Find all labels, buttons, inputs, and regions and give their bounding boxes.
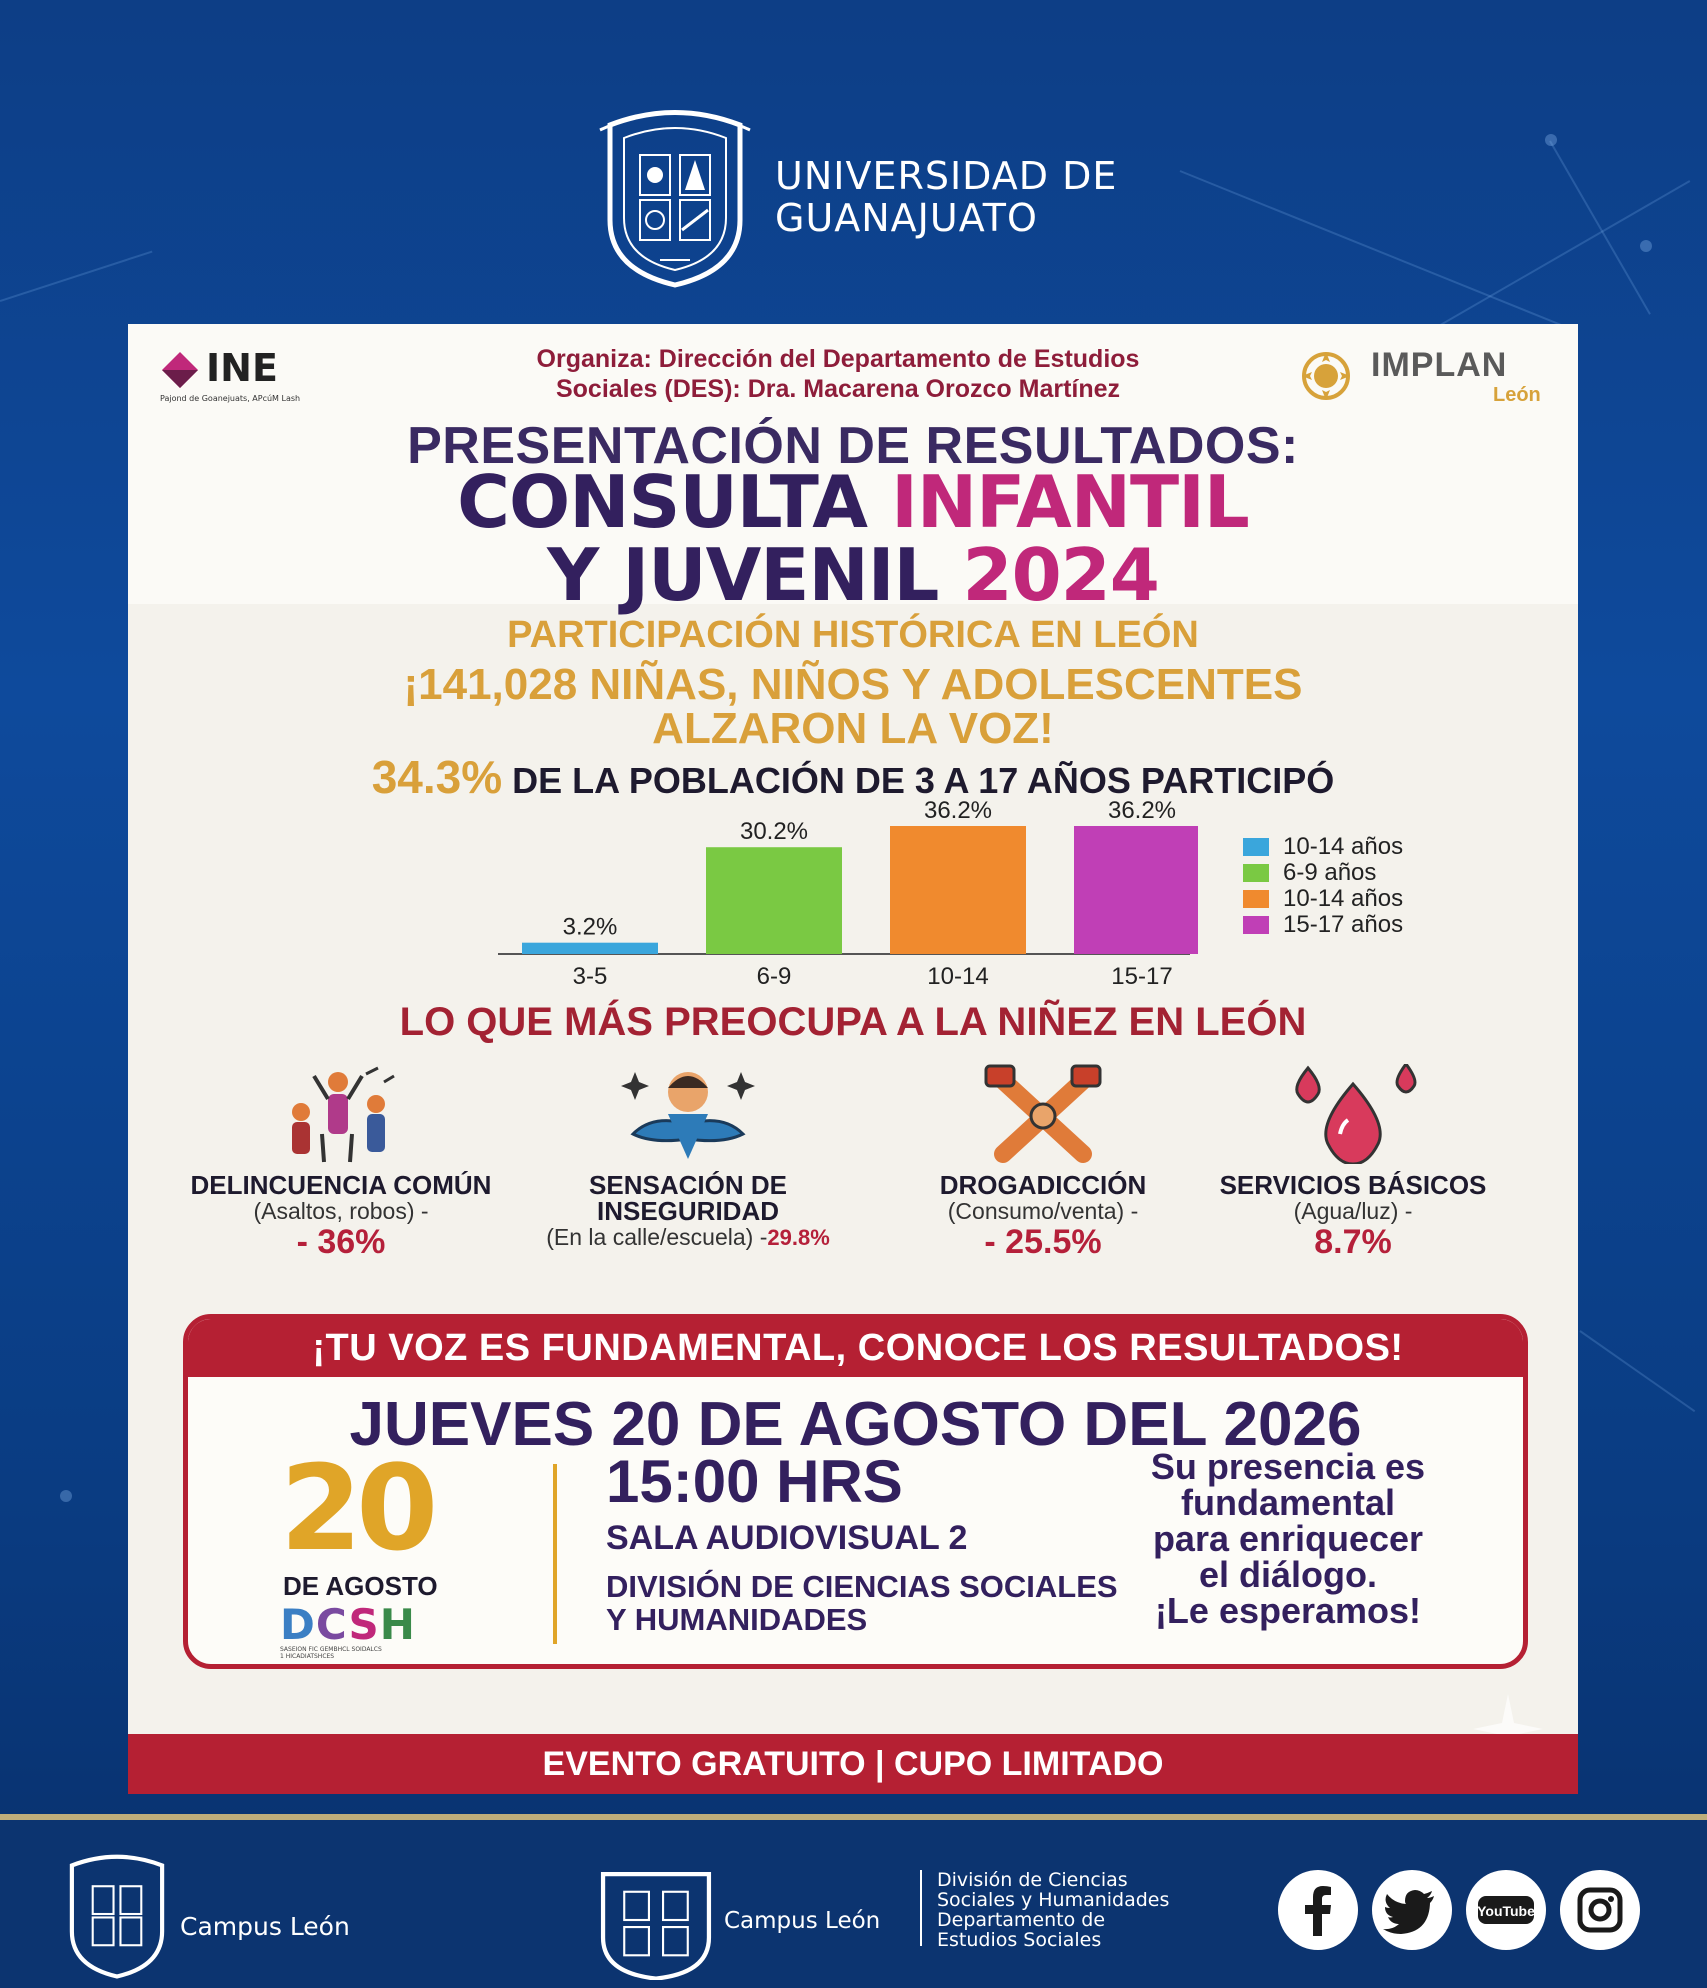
title-line3 [128,529,1578,621]
concern-title-line2: INSEGURIDAD [596,1196,779,1226]
event-day-number: 20 [280,1439,433,1577]
organizer-text [428,344,1248,404]
title-line2-dark: CONSULTA [457,460,892,544]
department-line: Sociales y Humanidades [937,1889,1170,1911]
concern-sub [483,1224,893,1251]
event-poster [128,324,1578,1794]
concern-percentage: - 36% [296,1223,386,1261]
event-time: 15:00 HRS [606,1448,903,1515]
youtube-icon[interactable] [1466,1870,1546,1950]
organizer-line1: Organiza: Dirección del Departamento de Estudios [536,345,1140,373]
facebook-icon[interactable] [1278,1870,1358,1950]
concern-title-line1: SENSACIÓN DE [589,1170,787,1200]
dcsh-letter: S [348,1600,380,1649]
concern-title: DELINCUENCIA COMÚN [190,1170,492,1200]
crowd-icon [266,1064,416,1164]
invitation-line: fundamental [1180,1482,1395,1523]
title-line1: PRESENTACIÓN DE RESULTADOS: [407,417,1299,475]
campus-label: Campus León [180,1912,350,1941]
dcsh-subtitle-line1: SASEION FIC GEMBHCL SOIDALCS [280,1646,382,1653]
department-line: Departamento de [937,1909,1106,1931]
chart-legend [1243,834,1493,938]
concern-drogadiccion [878,1064,1208,1260]
legend-label: 10-14 años [1283,885,1404,912]
chart-bar [1074,826,1198,954]
invitation-line: para enriquecer [1152,1518,1424,1559]
department-info [937,1870,1169,1950]
percentage-value: 34.3% [371,751,503,803]
university-seal-icon [596,1860,716,1980]
water-drop-icon [1278,1064,1428,1164]
chart-data-label: 36.2% [1107,797,1177,824]
chart-data-label: 30.2% [739,818,809,846]
event-date: JUEVES 20 DE AGOSTO DEL 2026 [349,1390,1362,1459]
event-details-box [183,1314,1528,1669]
university-seal-icon [58,1848,176,1980]
footer-separator [920,1870,922,1946]
invitation-line: el diálogo. [1198,1554,1377,1595]
dcsh-subtitle-line2: 1 HICADIATSHCES [280,1653,335,1660]
department-line: División de Ciencias [937,1869,1128,1891]
legend-item [1243,834,1493,860]
worried-person-icon [613,1064,763,1164]
ine-logo [160,346,350,406]
concern-sub-text: (En la calle/escuela) - [546,1224,768,1250]
participants-line2: ALZARON LA VOZ! [652,704,1054,753]
concern-title: SERVICIOS BÁSICOS [1219,1170,1487,1200]
concern-inseguridad [523,1064,853,1251]
legend-label: 15-17 años [1283,911,1404,938]
concern-title: DROGADICCIÓN [939,1170,1147,1200]
concern-servicios [1188,1064,1518,1260]
university-name-line1: UNIVERSIDAD DE [775,154,1118,198]
legend-item [1243,886,1493,912]
chart-bar [706,847,842,954]
legend-swatch [1243,916,1269,934]
implan-city: León [1493,384,1541,406]
chart-category-label: 3-5 [572,963,608,990]
concern-sub: (Agua/luz) - [1293,1198,1413,1224]
ine-name: INE [206,346,278,390]
legend-item [1243,912,1493,938]
legend-swatch [1243,864,1269,882]
invitation-line: ¡Le esperamos! [1154,1590,1422,1631]
chart-category-label: 15-17 [1111,963,1173,990]
participation-heading: PARTICIPACIÓN HISTÓRICA EN LEÓN [507,614,1199,656]
twitter-icon[interactable] [1372,1870,1452,1950]
instagram-icon[interactable] [1560,1870,1640,1950]
legend-item [1243,860,1493,886]
implan-name: IMPLAN [1371,346,1508,384]
title-line3-dark: Y JUVENIL [547,533,963,617]
concern-sub: (Consumo/venta) - [947,1198,1139,1224]
footer-bar [0,1820,1707,1988]
legend-label: 10-14 años [1283,833,1404,860]
legend-swatch [1243,838,1269,856]
chart-bar [522,943,658,954]
concern-percentage: - 25.5% [984,1223,1102,1261]
university-name-line2: GUANAJUATO [775,196,1038,240]
title-line3-accent: 2024 [962,533,1159,617]
chart-bar [890,826,1026,954]
chart-data-label: 36.2% [923,797,993,824]
participants-line1: ¡141,028 NIÑAS, NIÑOS Y ADOLESCENTES [403,660,1303,709]
title-line2-accent: INFANTIL [891,460,1249,544]
university-header [590,100,1150,300]
percentage-text: DE LA POBLACIÓN DE 3 A 17 AÑOS PARTICIPÓ [502,760,1335,801]
event-division-line2: Y HUMANIDADES [606,1602,868,1637]
implan-ornament-icon [1293,350,1359,402]
concerns-heading: LO QUE MÁS PREOCUPA A LA NIÑEZ EN LEÓN [399,1000,1307,1044]
invitation-line: Su presencia es [1150,1446,1426,1487]
legend-swatch [1243,890,1269,908]
concern-sub: (Asaltos, robos) - [253,1198,429,1224]
event-footer-strip: EVENTO GRATUITO | CUPO LIMITADO [128,1734,1578,1794]
legend-label: 6-9 años [1283,859,1377,886]
invitation-text [1068,1446,1508,1631]
event-day-month: DE AGOSTO [283,1571,438,1601]
chart-category-label: 10-14 [927,963,989,990]
concern-delincuencia [176,1064,506,1260]
university-name [775,155,1117,239]
youtube-label: YouTube [1477,1903,1535,1919]
concern-percentage: 29.8% [767,1225,830,1250]
event-room: SALA AUDIOVISUAL 2 [606,1519,968,1557]
chart-category-label: 6-9 [756,963,792,990]
campus-label: Campus León [724,1908,881,1934]
dcsh-letter: C [315,1600,349,1649]
dcsh-letter: H [379,1600,416,1649]
ine-diamond-icon [160,350,200,390]
department-line: Estudios Sociales [937,1929,1102,1951]
dcsh-letter: D [280,1600,316,1649]
event-divider [553,1464,557,1644]
ine-subtitle: Pajond de Goanejuats, APcúM Lash [160,394,301,403]
crossed-arms-icon [968,1064,1118,1164]
university-seal-icon [590,100,760,290]
dcsh-logo [280,1600,460,1664]
chart-data-label: 3.2% [562,913,618,941]
event-banner: ¡TU VOZ ES FUNDAMENTAL, CONOCE LOS RESULTADOS! [188,1319,1528,1377]
organizer-line2: Sociales (DES): Dra. Macarena Orozco Martínez [555,375,1121,403]
age-participation-chart [438,794,1198,994]
concern-percentage: 8.7% [1314,1223,1392,1261]
dcsh-letters [280,1600,460,1649]
implan-logo [1293,346,1563,408]
dcsh-subtitle [280,1646,460,1660]
event-division-line1: DIVISIÓN DE CIENCIAS SOCIALES [606,1569,1118,1604]
